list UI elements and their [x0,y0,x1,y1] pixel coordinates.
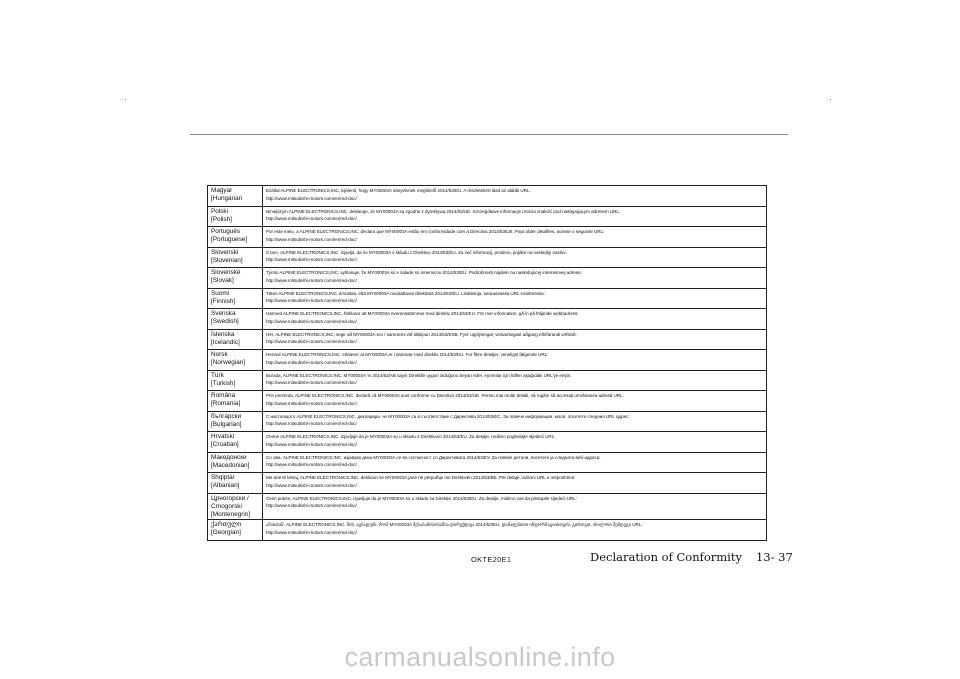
doc-url: http://www.mitsubishi-motors.com/en/red-doc/ [266,216,357,222]
statement-text: Со ова, ALPINE ELECTRONICS,INC. изјавува дека MY00003A се во согласност со Директивата 2014/53/ЕУ. За повеќе детали, посетете ја следната веб-адреса: [266,454,601,460]
language-label: [Slovenian] [211,256,243,264]
doc-url: http://www.mitsubishi-motors.com/en/red-doc/ [266,462,357,468]
language-label: [Portuguese] [211,236,248,244]
language-name: Slovenski [211,248,239,256]
statement-cell [263,411,767,432]
doc-url: http://www.mitsubishi-motors.com/en/red-doc/ [266,400,357,406]
statement-cell [263,288,767,309]
language-label: [Turkish] [211,379,236,387]
statement-cell [263,473,767,494]
language-cell [208,186,263,207]
language-cell [208,206,263,227]
statement-cell [263,206,767,227]
doc-url: http://www.mitsubishi-motors.com/en/red-doc/ [266,277,357,283]
statement-text: Hér, ALPINE ELECTRONICS,INC. segir að MY00003A eru í samræmi við tilskipun 2014/53/ESB. Fyrir upplýsingar, vinsamlegast aðgang eftirfarandi vefslóð: [266,331,577,337]
language-name: Româna [211,392,236,399]
header-rule [190,134,788,135]
language-name: Polski [211,207,229,215]
table-row [208,391,767,412]
language-cell [208,520,263,541]
statement-cell [263,247,767,268]
language-label: [Swedish] [211,318,239,326]
table-row [208,452,767,473]
language-cell [208,288,263,309]
language-name: Shqiptar [211,474,235,481]
document-code: OKTE20E1 [471,555,512,564]
doc-url: http://www.mitsubishi-motors.com/en/red-doc/ [266,421,357,427]
table-row [208,268,767,289]
table-row [208,493,767,520]
statement-cell [263,186,767,207]
language-name: Norsk [211,351,228,358]
language-label: [Polish] [211,215,232,223]
section-title: Declaration of Conformity [590,550,742,564]
table-row [208,473,767,494]
doc-url: http://www.mitsubishi-motors.com/en/red-doc/ [266,529,357,535]
language-label: [Norwegian] [211,359,246,367]
language-name: Magyar [211,187,233,194]
language-label: [Georgian] [211,529,241,537]
statement-text: Týmto ALPINE ELECTRONICS,INC. vyhlasuje, že MY00003A sú v súlade so smernicou 2014/53/EÚ. Podrobnosti nájdete na nasledujúcej internetovej adrese: [266,270,582,275]
statement-text: Ezáltal ALPINE ELECTRONICS,INC. kijelenti, hogy MY00003A irányelvnek megfelelő 2014/53/EU. A részletekért lásd az alábbi URL: [266,188,531,193]
language-cell [208,247,263,268]
doc-url: http://www.mitsubishi-motors.com/en/red-doc/ [266,441,357,447]
statement-text: Prin prezenta, ALPINE ELECTRONICS,INC. declară că MY00003A sunt conforme cu Directiva 2014/53/UE. Pentru mai multe detalii, vă rugăm să accesați următoarea adresă URL: [266,393,624,398]
statement-text: Por este meio, a ALPINE ELECTRONICS,INC. declara que MY00003A estão em conformidade com a Directiva 2014/53/UE. Para obter detalhes, acesse o seguinte URL: [266,229,605,234]
statement-text: Ovime ALPINE ELECTRONICS,INC. izjavljuje da je MY00003A su u skladu s Direktivom 2014/53/EU. Za detalje, molimo pogledajte sljedeći URL: [266,434,556,439]
statement-text: S tem, ALPINE ELECTRONICS,INC. izjavlja, da so MY00003A v skladu z Direktivo 2014/53/EU. Za več informacij, prosimo, pojdite na naslednji naslov: [266,249,567,255]
language-cell [208,432,263,453]
language-label: [Hungarian [211,195,243,203]
statement-text: Täten ALPINE ELECTRONICS,INC. ilmoittaa, että MY00003A noudattavat direktiiviä 2014/53/EU. Lisätietoja, seuraavassa URL-osoitteessa: [266,290,545,296]
statement-text: Niniejszym ALPINE ELECTRONICS,INC. deklaruje, że MY00003A są zgodne z dyrektywą 2014/53/UE. Szczegółowe informacje można znaleźć pod następującym adresem URL: [266,208,621,214]
doc-url: http://www.mitsubishi-motors.com/en/red-doc/ [266,359,357,365]
language-cell [208,268,263,289]
table-row [208,520,767,541]
crop-mark [830,99,831,100]
language-label: [Albanian] [211,482,240,490]
language-label: Crnogorski [211,502,242,510]
statement-text: ამასთან, ALPINE ELECTRONICS,INC. მიხ, აცხადებს, რომ MY00003A შესაბამისობაშია დირექტივა 2014/53/EU. დამატებითი ინფორმაციისთვის, გთხოვთ, იხილოთ შემდეგი URL: [266,522,643,528]
statement-cell [263,391,767,412]
table-row [208,247,767,268]
doc-url: http://www.mitsubishi-motors.com/en/red-doc/ [266,257,357,263]
statement-cell [263,227,767,248]
language-cell [208,473,263,494]
page-number: 13- 37 [755,550,793,564]
language-label: [Croatian] [211,441,239,449]
table-row [208,227,767,248]
doc-url: http://www.mitsubishi-motors.com/en/red-doc/ [266,380,357,386]
declaration-table [207,185,767,541]
language-cell [208,227,263,248]
language-cell [208,309,263,330]
language-name: Svenska [211,310,236,317]
statement-cell [263,493,767,520]
statement-cell [263,329,767,350]
table-row [208,370,767,391]
statement-cell [263,268,767,289]
table-row [208,329,767,350]
statement-text: С настоящото ALPINE ELECTRONICS,INC. декларира, че MY00003A са в съответствие с Директива 2014/53/ЕС. За повече информация, моля, посетете следния URL адрес: [266,413,630,419]
language-cell [208,329,263,350]
doc-url: http://www.mitsubishi-motors.com/en/red-doc/ [266,236,357,242]
language-label: [Slovak] [211,277,234,285]
page-footer [590,550,793,564]
language-cell [208,452,263,473]
doc-url: http://www.mitsubishi-motors.com/en/red-doc/ [266,195,357,201]
language-name: Íslenska [211,330,235,338]
language-name: Hrvatski [211,433,235,440]
table-row [208,309,767,330]
doc-url: http://www.mitsubishi-motors.com/en/red-doc/ [266,339,357,345]
statement-cell [263,520,767,541]
language-name: Македонски [211,453,247,461]
language-label: [Finnish] [211,297,236,305]
language-name: Црногорски / [211,494,249,502]
doc-url: http://www.mitsubishi-motors.com/en/red-doc/ [266,298,357,304]
language-name: Português [211,228,241,235]
table-row [208,411,767,432]
statement-cell [263,309,767,330]
language-label: [Bulgarian] [211,420,242,428]
statement-text: Herved ALPINE ELECTRONICS,INC. erklærer at MY00003A er i samsvar med direktiv 2014/53/EU. For flere detaljer, vennligst følgende URL: [266,352,549,357]
crop-mark [125,99,126,100]
statement-text: Ovim putem, ALPINE ELECTRONICS,INC. izjavljuje da je MY00003A su u skladu sa Direktivi 2014/53/EU. Za detalje, molimo vas da pristupite sljedeći URL: [266,495,577,501]
language-label: [Macedonian] [211,461,250,469]
statement-cell [263,452,767,473]
doc-url: http://www.mitsubishi-motors.com/en/red-doc/ [266,503,357,509]
language-cell [208,411,263,432]
language-cell [208,391,263,412]
language-cell [208,350,263,371]
statement-text: Me anë të kësaj, ALPINE ELECTRONICS,INC. deklaron se MY00003A janë në përputhje me Direktivën 2014/53/BE. Për detaje, vizitoni URL e mëposhtme: [266,475,576,480]
table-row [208,288,767,309]
statement-cell [263,370,767,391]
statement-text: Härmed ALPINE ELECTRONICS,INC. förklarar att MY00003A överensstämmer med direktiv 2014/53/EU. För mer information, gå in på följande webbadress: [266,311,579,316]
language-label: [Icelandic] [211,338,240,346]
table-row [208,206,767,227]
table-row [208,432,767,453]
statement-text: Burada, ALPINE ELECTRONICS,INC. MY00003A 'in 2014/53/AB sayılı Direktife uygun olduğunu beyan eder. Ayrıntılar için lütfen aşağıdaki URL'ye erişin: [266,372,572,378]
watermark: carmanualsonline.info [344,642,616,672]
language-name: Suomi [211,289,230,297]
statement-cell [263,432,767,453]
language-name: български [211,412,242,420]
doc-url: http://www.mitsubishi-motors.com/en/red-doc/ [266,482,357,488]
language-name: Türk [211,371,224,379]
language-name: Slovenské [211,269,241,276]
table-row [208,186,767,207]
statement-cell [263,350,767,371]
language-label: [Montenegrin] [211,510,251,518]
language-name: ქართული [211,521,242,529]
table-row [208,350,767,371]
language-cell [208,493,263,520]
language-cell [208,370,263,391]
language-label: [Romania] [211,400,241,408]
doc-url: http://www.mitsubishi-motors.com/en/red-doc/ [266,318,357,324]
